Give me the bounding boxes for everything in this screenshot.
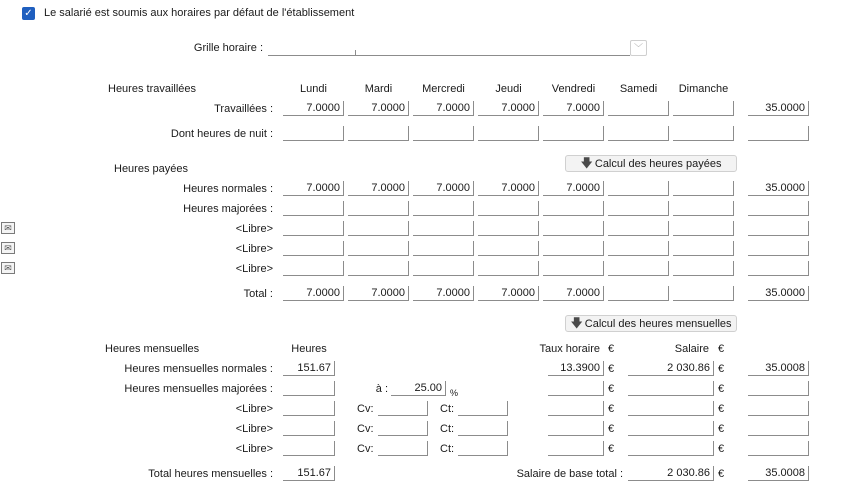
salary-field[interactable]	[628, 401, 714, 416]
total-field[interactable]	[748, 221, 809, 236]
ct-label: Ct:	[440, 443, 455, 455]
total-field[interactable]	[748, 261, 809, 276]
hours-field[interactable]	[543, 261, 604, 276]
hours-field[interactable]: 7.0000	[283, 101, 344, 116]
total-field[interactable]: 35.0000	[748, 181, 809, 196]
monthly-section-label: Heures mensuelles	[105, 343, 200, 355]
row-label: Heures majorées :	[183, 203, 273, 215]
salary-field[interactable]	[628, 441, 714, 456]
hours-field[interactable]	[283, 261, 344, 276]
hours-field[interactable]	[413, 261, 474, 276]
total-field[interactable]	[748, 241, 809, 256]
day-header: Vendredi	[551, 83, 596, 95]
hours-field[interactable]	[478, 261, 539, 276]
hours-field[interactable]	[608, 126, 669, 141]
mail-icon[interactable]: ✉	[1, 242, 15, 254]
hours-field[interactable]	[608, 201, 669, 216]
arrow-down-icon: 🡇	[570, 316, 583, 330]
grille-horaire-divider	[355, 50, 356, 56]
hours-field[interactable]: 7.0000	[283, 181, 344, 196]
hours-field[interactable]	[543, 221, 604, 236]
row-label: Travaillées :	[214, 103, 273, 115]
hours-field[interactable]	[608, 221, 669, 236]
row-label: <Libre>	[235, 443, 273, 455]
hours-field[interactable]	[348, 221, 409, 236]
hours-field[interactable]: 7.0000	[478, 101, 539, 116]
hours-field[interactable]	[673, 126, 734, 141]
day-header: Jeudi	[495, 83, 522, 95]
day-header: Mardi	[364, 83, 393, 95]
hours-field[interactable]	[608, 241, 669, 256]
hours-field[interactable]	[283, 241, 344, 256]
col-salaire-header: Salaire	[674, 343, 709, 355]
row-label: Total :	[243, 288, 273, 300]
hours-field[interactable]: 7.0000	[283, 286, 344, 301]
salary-field[interactable]	[628, 421, 714, 436]
monthly-hours-field[interactable]	[283, 441, 335, 456]
total-field[interactable]	[748, 126, 809, 141]
hours-field[interactable]	[348, 201, 409, 216]
hours-field[interactable]	[608, 101, 669, 116]
hours-field[interactable]: 7.0000	[543, 101, 604, 116]
cv-field[interactable]	[378, 441, 428, 456]
hours-field[interactable]	[673, 201, 734, 216]
ct-label: Ct:	[440, 403, 455, 415]
hours-field[interactable]	[348, 241, 409, 256]
hourly-rate-field[interactable]	[548, 381, 604, 396]
hours-field[interactable]	[543, 201, 604, 216]
col-taux-header: Taux horaire	[539, 343, 600, 355]
arrow-down-icon: 🡇	[580, 156, 593, 170]
currency-label: €	[608, 443, 615, 455]
day-header: Dimanche	[678, 83, 729, 95]
hours-field[interactable]	[348, 126, 409, 141]
monthly-hours-field[interactable]: 151.67	[283, 466, 335, 481]
hours-field[interactable]: 7.0000	[413, 181, 474, 196]
currency-label: €	[608, 363, 615, 375]
total-field[interactable]	[748, 441, 809, 456]
row-label: Dont heures de nuit :	[170, 128, 273, 140]
hours-field[interactable]	[478, 201, 539, 216]
calc-monthly-hours-label: Calcul des heures mensuelles	[584, 318, 732, 330]
row-label: Heures mensuelles normales :	[124, 363, 273, 375]
monthly-hours-field[interactable]	[283, 381, 335, 396]
hours-field[interactable]	[673, 261, 734, 276]
worked-section-label: Heures travaillées	[108, 83, 197, 95]
total-field[interactable]: 35.0008	[748, 361, 809, 376]
col-heures-header: Heures	[291, 343, 327, 355]
hours-field[interactable]	[283, 221, 344, 236]
chevron-down-icon[interactable]: ﹀	[630, 40, 647, 56]
hours-field[interactable]: 7.0000	[348, 286, 409, 301]
grille-horaire-select[interactable]	[268, 41, 630, 56]
total-field[interactable]: 35.0000	[748, 101, 809, 116]
hourly-rate-field[interactable]	[548, 421, 604, 436]
cv-field[interactable]	[378, 401, 428, 416]
row-label: <Libre>	[235, 403, 273, 415]
currency-label: €	[718, 403, 725, 415]
salary-field[interactable]	[628, 381, 714, 396]
hours-field[interactable]: 7.0000	[413, 286, 474, 301]
hours-field[interactable]	[478, 241, 539, 256]
hours-field[interactable]	[673, 241, 734, 256]
hours-field[interactable]	[608, 261, 669, 276]
calc-paid-hours-button[interactable]	[565, 155, 737, 172]
total-field[interactable]: 35.0008	[748, 466, 809, 481]
row-label: <Libre>	[235, 223, 273, 235]
hours-field[interactable]	[673, 181, 734, 196]
hours-field[interactable]: 7.0000	[543, 286, 604, 301]
default-hours-checkbox-label: Le salarié est soumis aux horaires par défaut de l'établissement	[44, 7, 355, 19]
total-field[interactable]	[748, 201, 809, 216]
currency-label: €	[608, 383, 615, 395]
day-header: Lundi	[300, 83, 327, 95]
currency-label: €	[718, 363, 725, 375]
currency-label: €	[608, 423, 615, 435]
row-label: <Libre>	[235, 263, 273, 275]
hours-field[interactable]	[673, 286, 734, 301]
hours-field[interactable]: 7.0000	[348, 101, 409, 116]
hours-field[interactable]	[673, 101, 734, 116]
hours-field[interactable]: 7.0000	[348, 181, 409, 196]
hours-field[interactable]: 7.0000	[543, 181, 604, 196]
percent-label: %	[450, 388, 459, 398]
total-field[interactable]: 35.0000	[748, 286, 809, 301]
total-field[interactable]	[748, 381, 809, 396]
currency-label: €	[718, 343, 725, 355]
monthly-hours-field[interactable]	[283, 421, 335, 436]
row-label: <Libre>	[235, 243, 273, 255]
row-label: Heures mensuelles majorées :	[124, 383, 273, 395]
ct-field[interactable]	[458, 421, 508, 436]
currency-label: €	[718, 468, 725, 480]
hours-field[interactable]: 7.0000	[478, 181, 539, 196]
default-hours-checkbox[interactable]: ✓	[22, 7, 35, 20]
cv-label: Cv:	[357, 403, 374, 415]
ct-field[interactable]	[458, 441, 508, 456]
salary-field[interactable]: 2 030.86	[628, 466, 714, 481]
hours-field[interactable]	[413, 221, 474, 236]
row-label: Heures normales :	[183, 183, 273, 195]
a-label: à :	[375, 383, 388, 395]
hours-field[interactable]	[413, 201, 474, 216]
monthly-hours-field[interactable]	[283, 401, 335, 416]
hours-field[interactable]	[543, 126, 604, 141]
hours-field[interactable]	[673, 221, 734, 236]
calc-paid-hours-label: Calcul des heures payées	[594, 158, 722, 170]
currency-label: €	[608, 403, 615, 415]
mail-icon[interactable]: ✉	[1, 262, 15, 274]
mail-icon[interactable]: ✉	[1, 222, 15, 234]
cv-field[interactable]	[378, 421, 428, 436]
hours-field[interactable]	[478, 126, 539, 141]
hours-field[interactable]	[608, 286, 669, 301]
hours-field[interactable]	[413, 126, 474, 141]
salary-total-label: Salaire de base total :	[516, 468, 623, 480]
cv-label: Cv:	[357, 423, 374, 435]
hours-field[interactable]: 7.0000	[413, 101, 474, 116]
row-label: <Libre>	[235, 423, 273, 435]
hours-field[interactable]	[283, 201, 344, 216]
hours-field[interactable]	[283, 126, 344, 141]
currency-label: €	[718, 423, 725, 435]
hourly-rate-field[interactable]	[548, 401, 604, 416]
salary-field[interactable]: 2 030.86	[628, 361, 714, 376]
total-field[interactable]	[748, 401, 809, 416]
currency-label: €	[608, 343, 615, 355]
currency-label: €	[718, 443, 725, 455]
day-header: Samedi	[619, 83, 658, 95]
majoration-rate-field[interactable]: 25.00	[391, 381, 446, 396]
monthly-hours-field[interactable]: 151.67	[283, 361, 335, 376]
currency-label: €	[718, 383, 725, 395]
hours-field[interactable]: 7.0000	[478, 286, 539, 301]
hours-field[interactable]	[478, 221, 539, 236]
day-header: Mercredi	[422, 83, 465, 95]
ct-label: Ct:	[440, 423, 455, 435]
hourly-rate-field[interactable]	[548, 441, 604, 456]
paid-section-label: Heures payées	[114, 163, 188, 175]
hours-field[interactable]	[348, 261, 409, 276]
grille-horaire-label: Grille horaire :	[193, 42, 263, 54]
hours-field[interactable]	[543, 241, 604, 256]
total-field[interactable]	[748, 421, 809, 436]
calc-monthly-hours-button[interactable]	[565, 315, 737, 332]
hourly-rate-field[interactable]: 13.3900	[548, 361, 604, 376]
ct-field[interactable]	[458, 401, 508, 416]
row-label: Total heures mensuelles :	[148, 468, 273, 480]
hours-field[interactable]	[413, 241, 474, 256]
cv-label: Cv:	[357, 443, 374, 455]
hours-field[interactable]	[608, 181, 669, 196]
